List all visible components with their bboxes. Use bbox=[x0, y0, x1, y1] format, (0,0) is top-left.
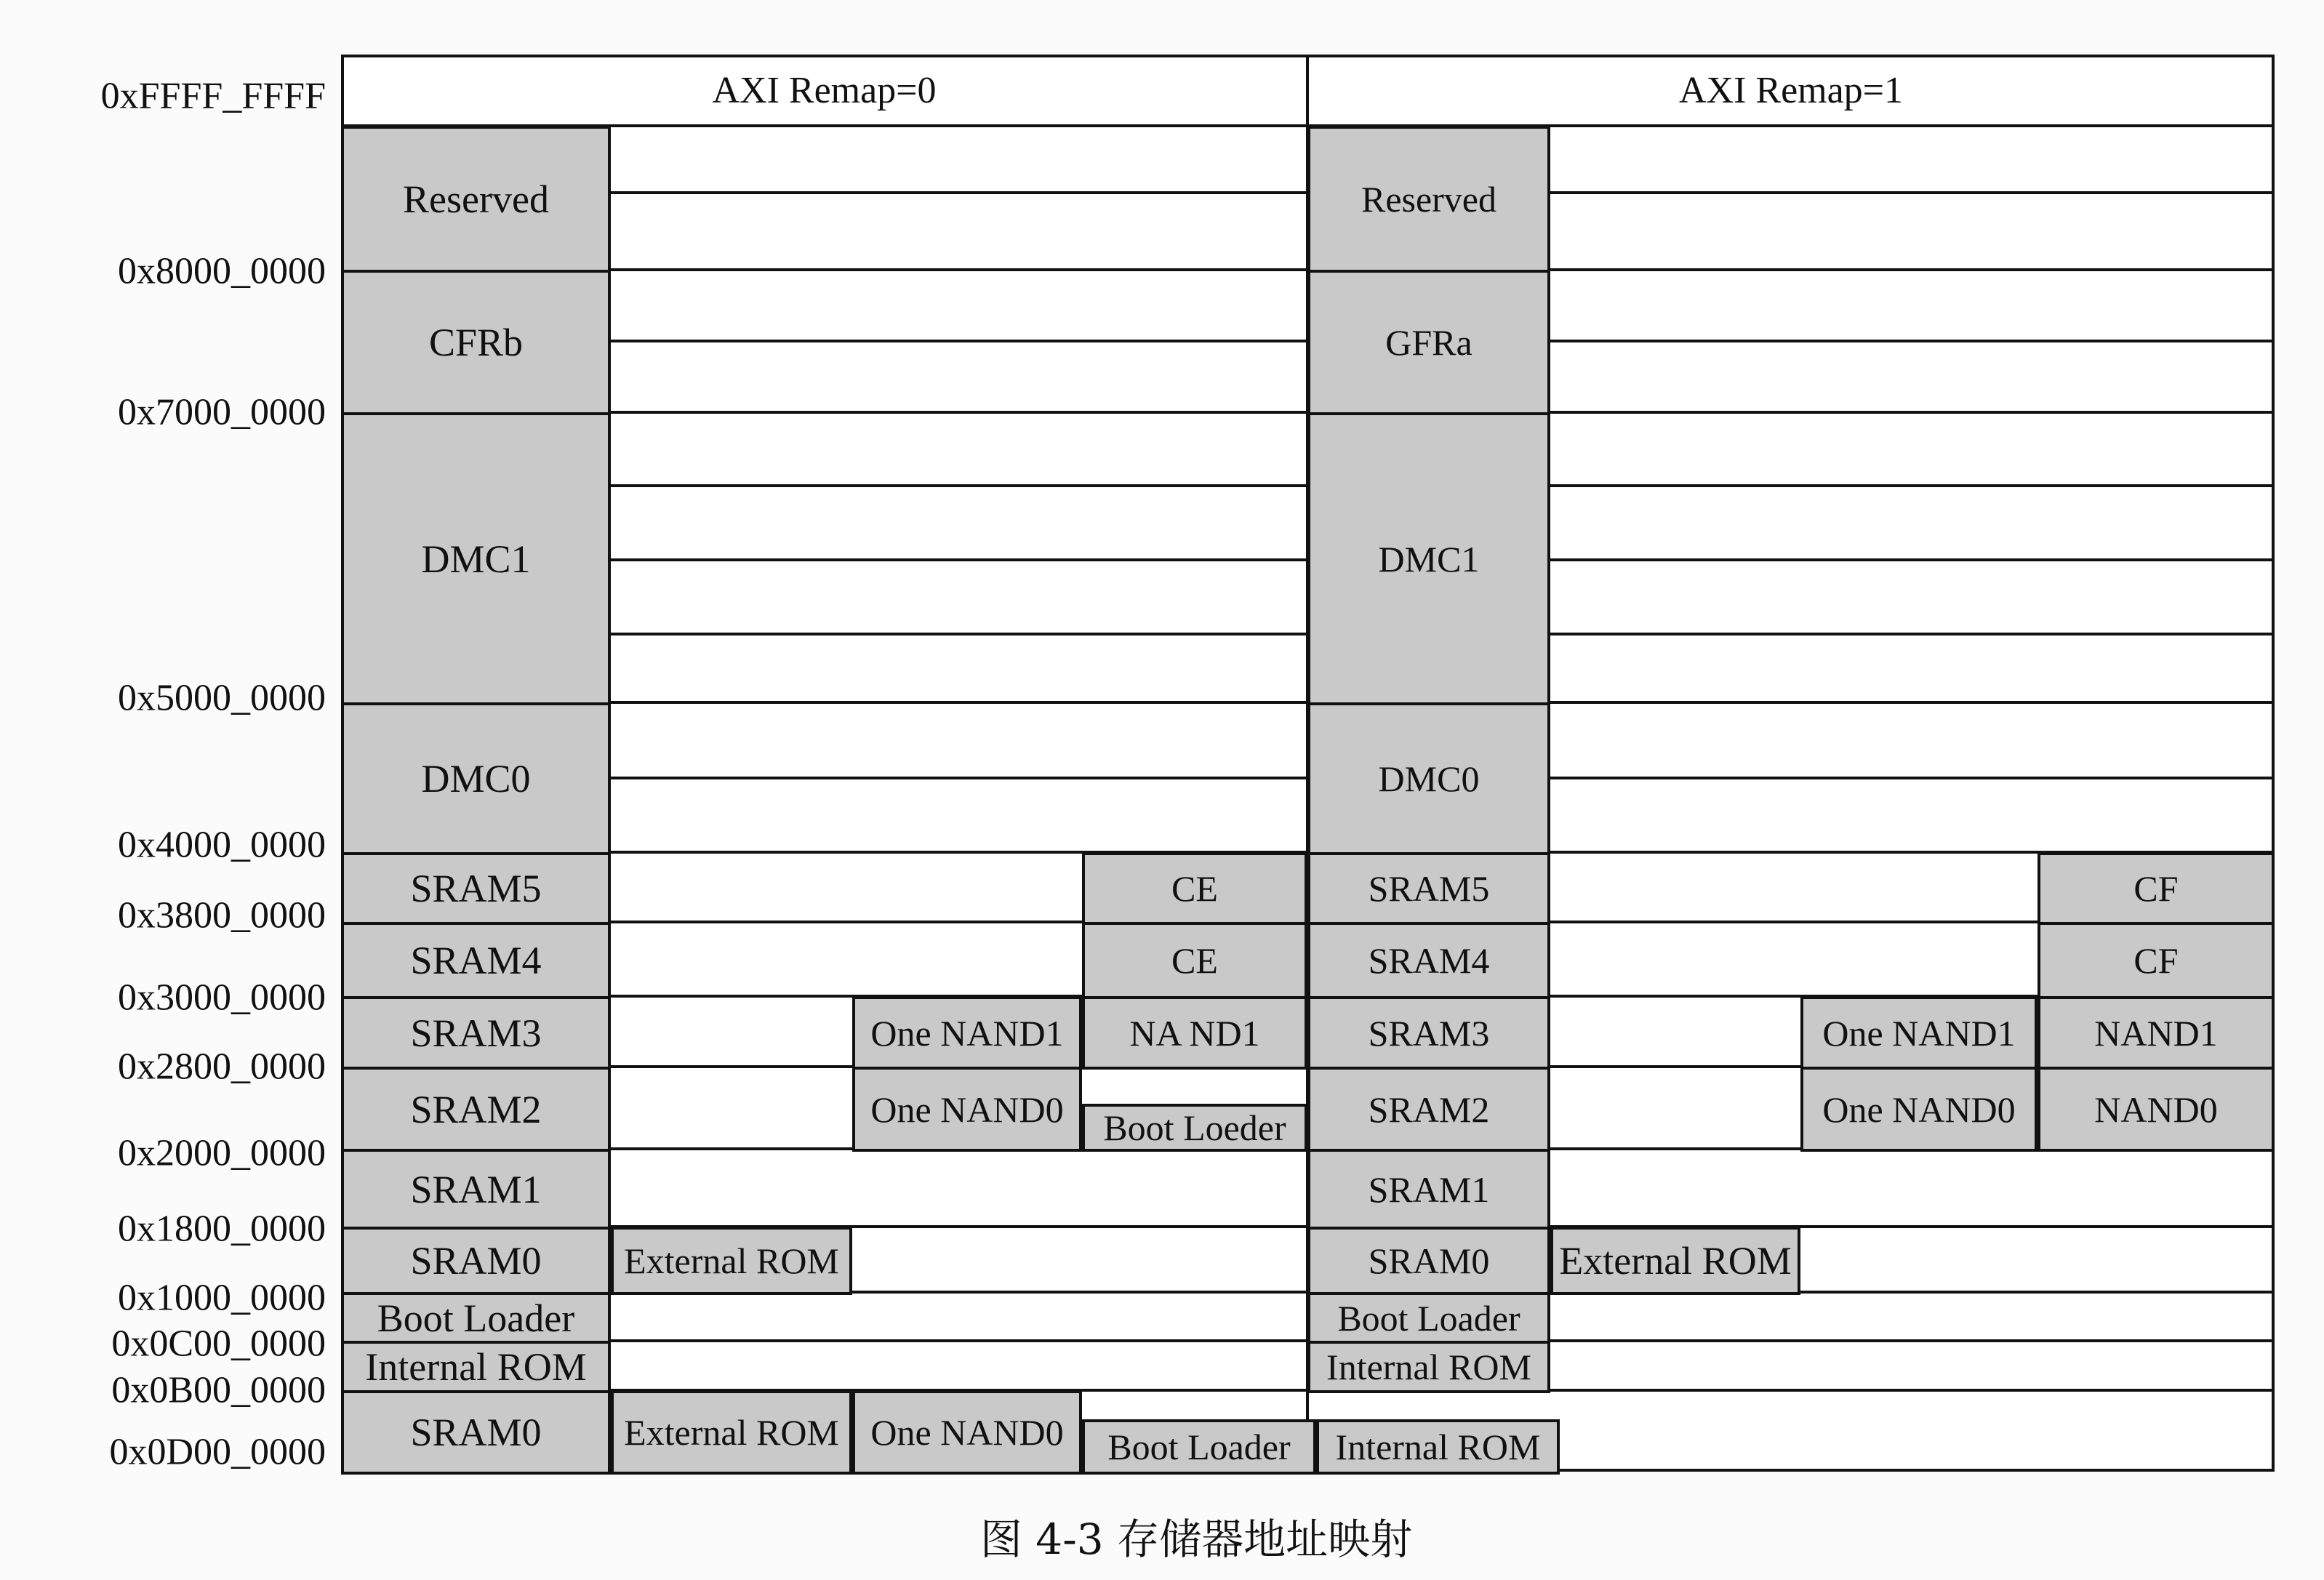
remap0-region: DMC1 bbox=[341, 412, 611, 705]
remap1-region: Internal ROM bbox=[1316, 1419, 1560, 1475]
remap0-region: Boot Loader bbox=[341, 1292, 611, 1344]
remap0-region: SRAM5 bbox=[341, 852, 611, 925]
remap1-region: SRAM4 bbox=[1307, 922, 1550, 999]
address-label: 0x5000_0000 bbox=[118, 677, 326, 719]
remap0-region: CFRb bbox=[341, 270, 611, 415]
remap0-region: SRAM3 bbox=[341, 996, 611, 1070]
header-remap1: AXI Remap=1 bbox=[1678, 69, 1904, 111]
address-label: 0x2800_0000 bbox=[118, 1046, 326, 1088]
remap0-region: One NAND0 bbox=[852, 1067, 1082, 1152]
remap0-region: SRAM0 bbox=[341, 1390, 611, 1475]
remap1-region: NAND0 bbox=[2037, 1067, 2275, 1152]
remap1-region: CF bbox=[2037, 852, 2275, 925]
remap1-region: GFRa bbox=[1307, 270, 1550, 415]
remap1-region: DMC0 bbox=[1307, 702, 1550, 855]
remap0-region: DMC0 bbox=[341, 702, 611, 855]
remap1-region: External ROM bbox=[1550, 1227, 1800, 1295]
address-label: 0x1800_0000 bbox=[118, 1208, 326, 1250]
remap0-region: Reserved bbox=[341, 126, 611, 273]
address-label: 0x1000_0000 bbox=[118, 1277, 326, 1319]
remap0-region: SRAM4 bbox=[341, 922, 611, 999]
remap1-region: Internal ROM bbox=[1307, 1341, 1550, 1393]
remap1-region: SRAM1 bbox=[1307, 1149, 1550, 1230]
remap1-region: One NAND1 bbox=[1800, 996, 2037, 1070]
remap1-region: Boot Loader bbox=[1307, 1292, 1550, 1344]
address-label: 0x0D00_0000 bbox=[109, 1431, 326, 1473]
remap0-region: CE bbox=[1082, 922, 1307, 999]
remap0-region: One NAND0 bbox=[852, 1390, 1082, 1475]
address-label: 0x8000_0000 bbox=[118, 250, 326, 292]
remap1-region: DMC1 bbox=[1307, 412, 1550, 705]
address-label: 0x3000_0000 bbox=[118, 977, 326, 1019]
remap0-region: Boot Loeder bbox=[1082, 1104, 1307, 1152]
figure-caption: 图 4-3 存储器地址映射 bbox=[979, 1515, 1413, 1564]
address-label: 0x0C00_0000 bbox=[111, 1323, 326, 1365]
remap1-region: One NAND0 bbox=[1800, 1067, 2037, 1152]
header-remap0: AXI Remap=0 bbox=[712, 69, 937, 111]
address-label: 0x2000_0000 bbox=[118, 1132, 326, 1174]
remap0-region: External ROM bbox=[611, 1227, 852, 1295]
remap0-region: SRAM1 bbox=[341, 1149, 611, 1230]
remap1-region: SRAM5 bbox=[1307, 852, 1550, 925]
address-label: 0x3800_0000 bbox=[118, 894, 326, 937]
remap1-region: SRAM0 bbox=[1307, 1227, 1550, 1295]
remap0-region: SRAM2 bbox=[341, 1067, 611, 1152]
remap1-region: SRAM3 bbox=[1307, 996, 1550, 1070]
address-label: 0xFFFF_FFFF bbox=[100, 75, 326, 117]
remap0-region: External ROM bbox=[611, 1390, 852, 1475]
remap0-region: Boot Loader bbox=[1082, 1419, 1316, 1475]
remap1-region: CF bbox=[2037, 922, 2275, 999]
remap0-region: Internal ROM bbox=[341, 1341, 611, 1393]
remap0-region: CE bbox=[1082, 852, 1307, 925]
address-label: 0x7000_0000 bbox=[118, 391, 326, 433]
remap1-region: NAND1 bbox=[2037, 996, 2275, 1070]
address-label: 0x4000_0000 bbox=[118, 824, 326, 866]
remap0-region: NA ND1 bbox=[1082, 996, 1307, 1070]
remap1-region: SRAM2 bbox=[1307, 1067, 1550, 1152]
remap0-region: One NAND1 bbox=[852, 996, 1082, 1070]
remap1-region: Reserved bbox=[1307, 126, 1550, 273]
remap0-region: SRAM0 bbox=[341, 1227, 611, 1295]
address-label: 0x0B00_0000 bbox=[111, 1369, 326, 1411]
